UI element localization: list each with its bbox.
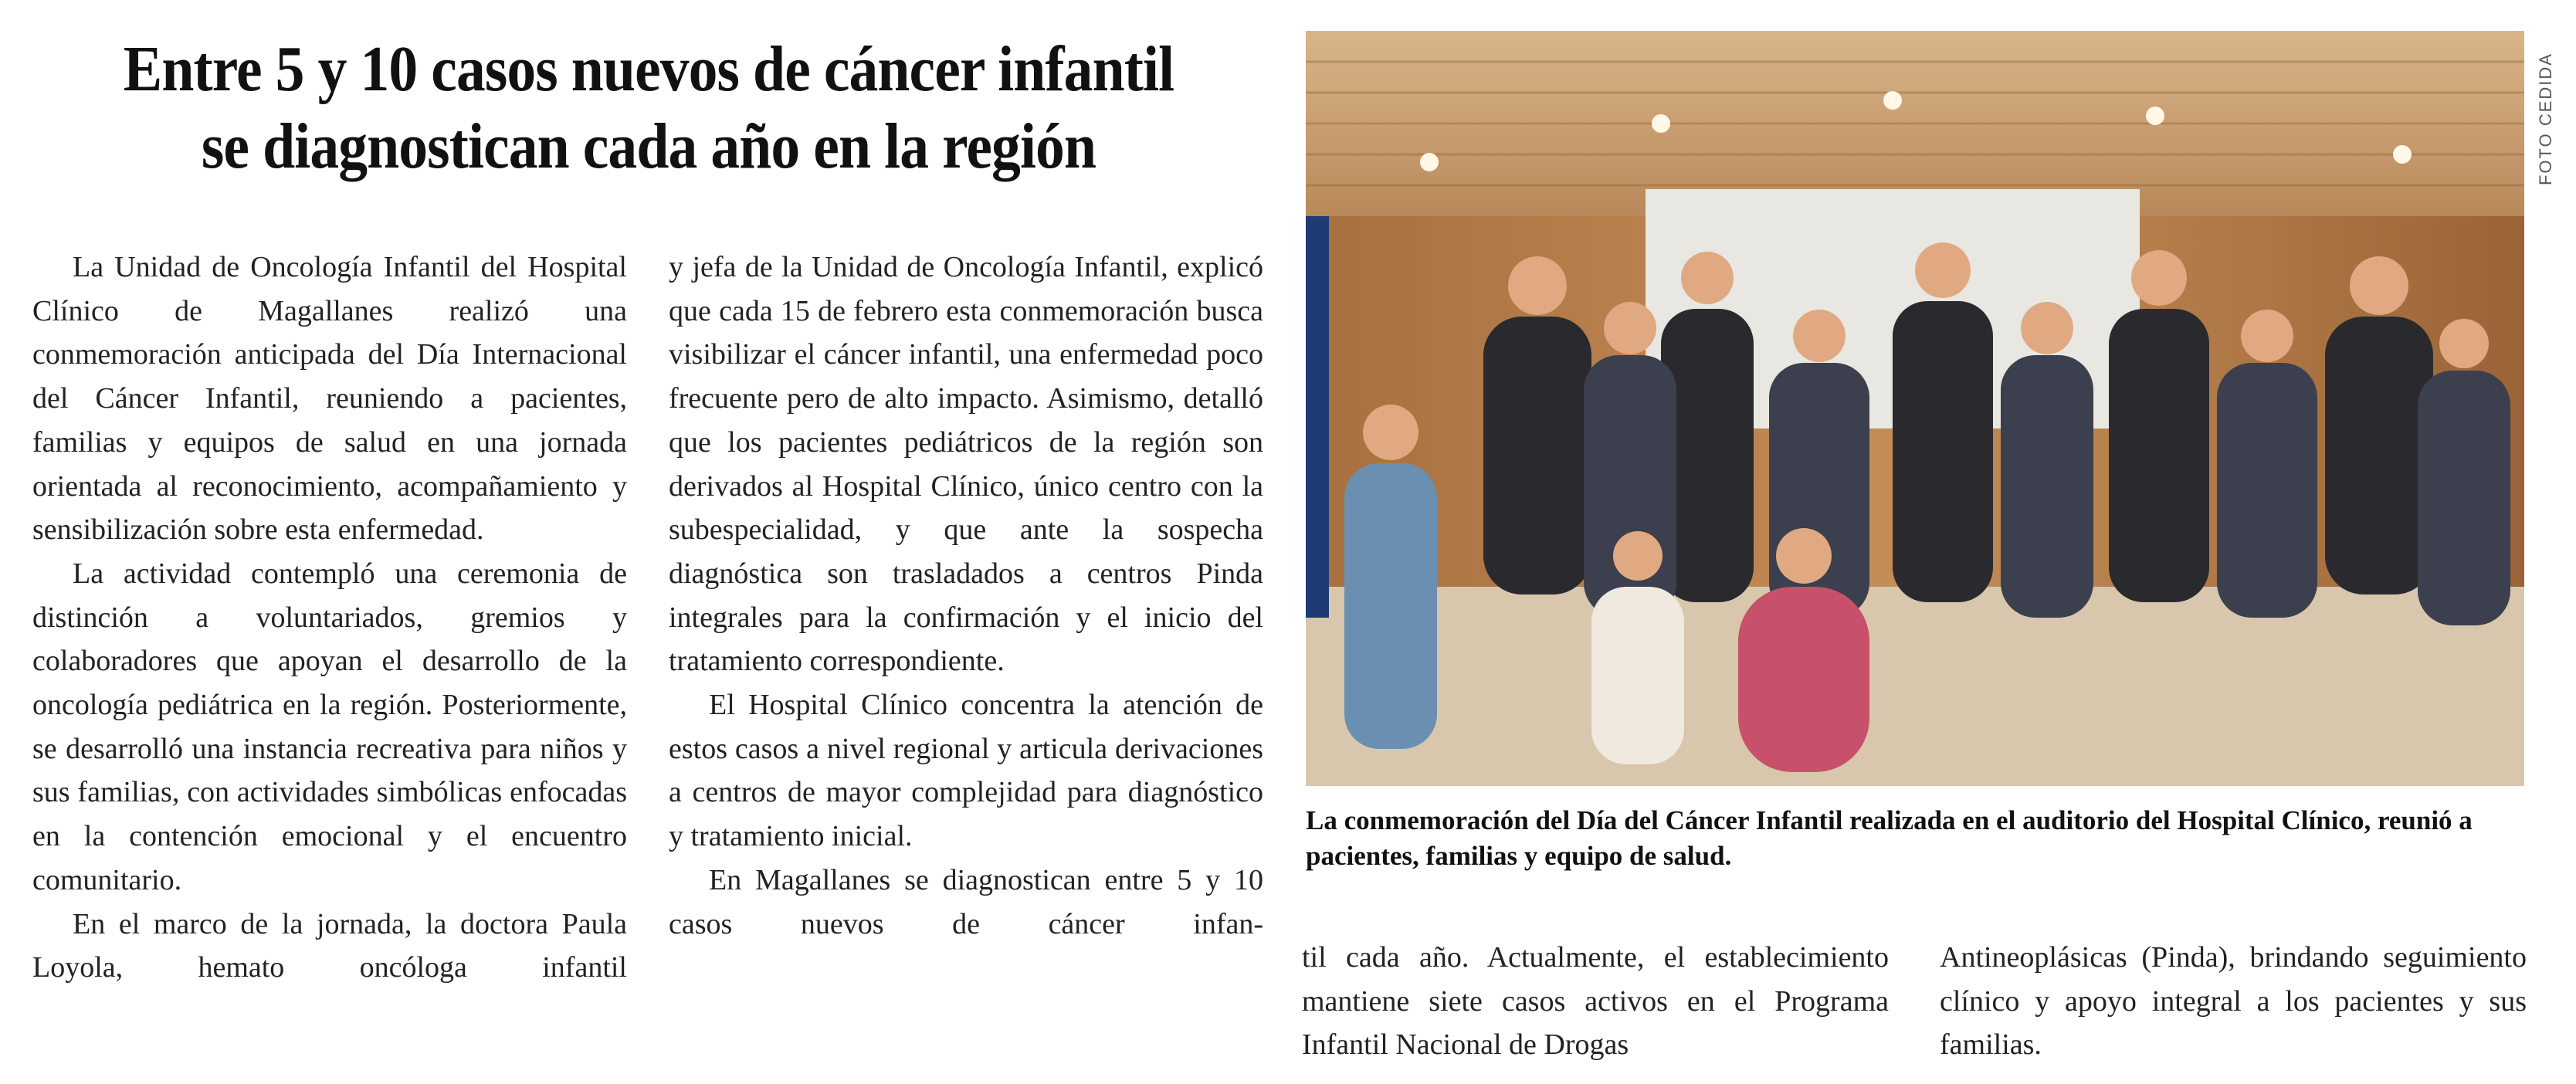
- paragraph-5-end: Antineoplásicas (Pinda), brindando seguimiento clínico y apoyo integral a los pacientes y sus familias.: [1940, 941, 2527, 1062]
- paragraph-1: La Unidad de Oncología Infantil del Hospital Clínico de Magallanes realizó una conmemoración anticipada del Día Internacional del Cáncer Infantil, reuniendo a pacientes, familias y equipos de salud en una jornada orientada al reconocimiento, acompañamiento y sensibilización sobre esta enfermedad.: [32, 251, 627, 547]
- paragraph-2: La actividad contempló una ceremonia de distinción a voluntariados, gremios y colaboradores que apoyan el desarrollo de la oncología pediátrica en la región. Posteriormente, se desarrolló una instancia recreativa para niños y sus familias, con actividades simbólicas enfocadas en la contención emocional y el encuentro comunitario.: [32, 557, 627, 896]
- group-photo-illustration: [1306, 31, 2524, 786]
- article-column-2: [669, 246, 1263, 946]
- headline: [93, 31, 1205, 185]
- paragraph-3-continued: y jefa de la Unidad de Oncología Infantil, explicó que cada 15 de febrero esta conmemoración busca visibilizar el cáncer infantil, una enfermedad poco frecuente pero de alto impacto. Asimismo, detalló que los pacientes pediátricos de la región son derivados al Hospital Clínico, único centro con la subespecialidad, y que ante la sospecha diagnóstica son trasladados a centros Pinda integrales para la confirmación y el inicio del tratamiento correspondiente.: [669, 251, 1263, 678]
- paragraph-3: En el marco de la jornada, la doctora Paula Loyola, hemato oncóloga infantil: [32, 907, 627, 984]
- paragraph-5-continued: til cada año. Actualmente, el establecimiento mantiene siete casos activos en el Programa Infantil Nacional de Drogas: [1302, 941, 1889, 1062]
- article-column-1: [32, 246, 627, 990]
- headline-line-1: Entre 5 y 10 casos nuevos de cáncer infantil: [123, 33, 1174, 105]
- headline-line-2: se diagnostican cada año en la región: [201, 110, 1096, 182]
- article-column-4: [1940, 936, 2527, 1067]
- paragraph-5: En Magallanes se diagnostican entre 5 y 10 casos nuevos de cáncer infan-: [669, 863, 1263, 940]
- article-column-3: [1302, 936, 1889, 1067]
- event-photo: [1306, 31, 2524, 786]
- photo-credit: FOTO CEDIDA: [2536, 53, 2555, 185]
- photo-caption: La conmemoración del Día del Cáncer Infantil realizada en el auditorio del Hospital Clínico, reunió a pacientes, familias y equipo de salud.: [1306, 805, 2473, 871]
- paragraph-4: El Hospital Clínico concentra la atención de estos casos a nivel regional y articula derivaciones a centros de mayor complejidad para diagnóstico y tratamiento inicial.: [669, 689, 1263, 853]
